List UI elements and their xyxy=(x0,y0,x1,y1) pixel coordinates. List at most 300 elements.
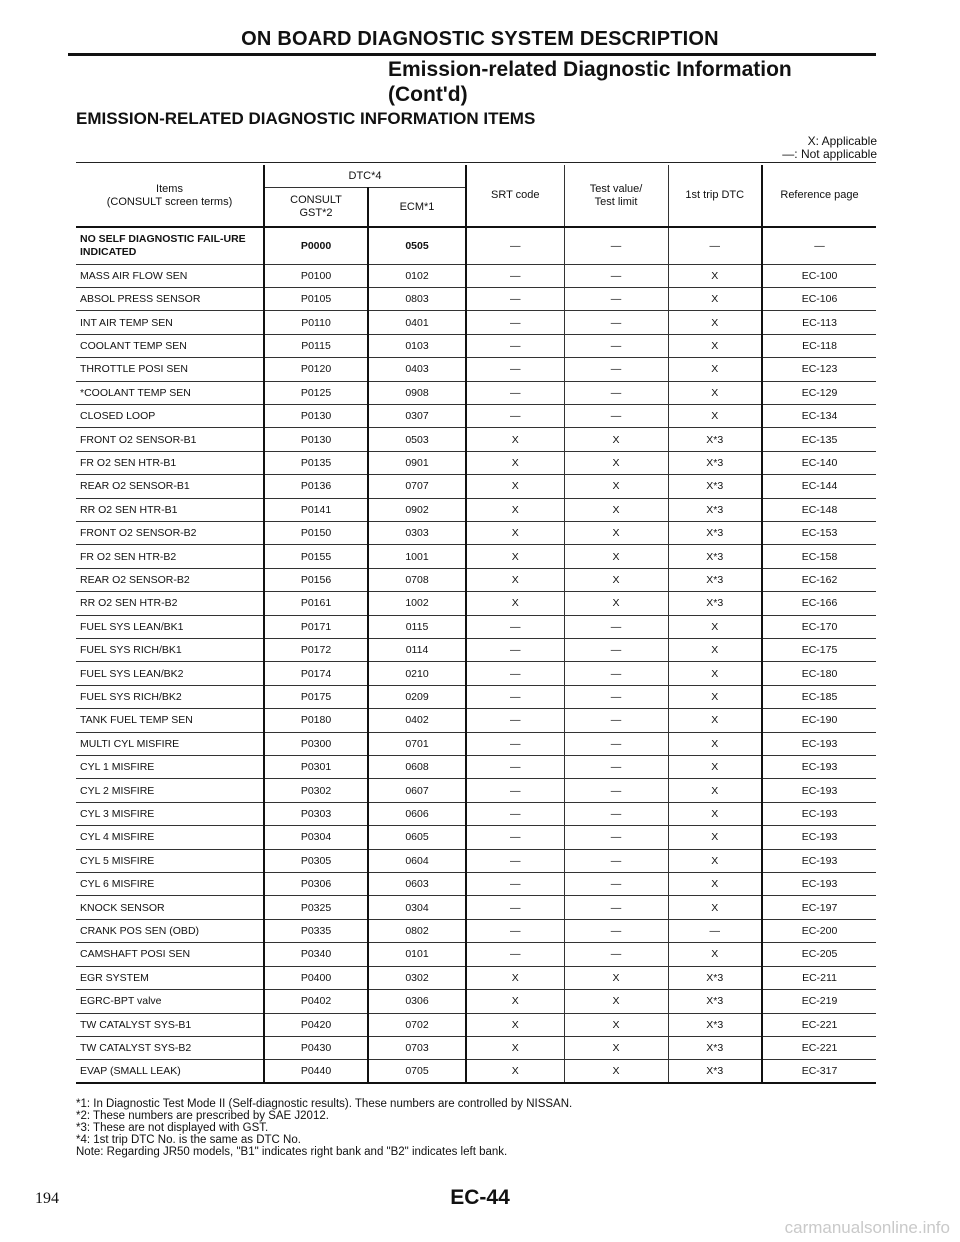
cell-first-trip-dtc: — xyxy=(668,227,762,264)
table-row xyxy=(76,428,876,451)
cell-ecm: 0608 xyxy=(368,756,466,779)
cell-test-value: X xyxy=(564,966,668,989)
cell-consult-gst: P0150 xyxy=(264,521,368,544)
cell-test-value: — xyxy=(564,873,668,896)
cell-consult-gst: P0130 xyxy=(264,404,368,427)
table-row xyxy=(76,404,876,427)
cell-test-value: — xyxy=(564,849,668,872)
table-row xyxy=(76,592,876,615)
cell-first-trip-dtc: X*3 xyxy=(668,592,762,615)
cell-ecm: 1001 xyxy=(368,545,466,568)
page-number: 194 xyxy=(35,1190,59,1207)
cell-test-value: — xyxy=(564,709,668,732)
table-row xyxy=(76,990,876,1013)
table-row xyxy=(76,1013,876,1036)
cell-ecm: 0902 xyxy=(368,498,466,521)
cell-reference-page: EC-144 xyxy=(762,475,876,498)
cell-item: MASS AIR FLOW SEN xyxy=(76,264,264,287)
table-row xyxy=(76,779,876,802)
cell-item: EGRC-BPT valve xyxy=(76,990,264,1013)
cell-first-trip-dtc: X xyxy=(668,662,762,685)
header-first-trip-dtc: 1st trip DTC xyxy=(668,165,762,227)
table-row xyxy=(76,685,876,708)
cell-srt-code: X xyxy=(466,475,564,498)
cell-item: MULTI CYL MISFIRE xyxy=(76,732,264,755)
cell-item: FUEL SYS LEAN/BK1 xyxy=(76,615,264,638)
table-row xyxy=(76,802,876,825)
cell-consult-gst: P0402 xyxy=(264,990,368,1013)
cell-reference-page: EC-317 xyxy=(762,1060,876,1083)
cell-item: RR O2 SEN HTR-B2 xyxy=(76,592,264,615)
cell-consult-gst: P0174 xyxy=(264,662,368,685)
header-items xyxy=(76,165,264,227)
cell-test-value: — xyxy=(564,264,668,287)
cell-consult-gst: P0161 xyxy=(264,592,368,615)
cell-reference-page: EC-113 xyxy=(762,311,876,334)
cell-first-trip-dtc: X xyxy=(668,381,762,404)
cell-consult-gst: P0420 xyxy=(264,1013,368,1036)
cell-reference-page: EC-129 xyxy=(762,381,876,404)
cell-reference-page: EC-100 xyxy=(762,264,876,287)
page-subtitle xyxy=(388,57,792,107)
cell-reference-page: EC-148 xyxy=(762,498,876,521)
cell-srt-code: X xyxy=(466,451,564,474)
cell-consult-gst: P0175 xyxy=(264,685,368,708)
cell-ecm: 0209 xyxy=(368,685,466,708)
header-test-value-line-2: Test limit xyxy=(594,195,638,208)
table-row xyxy=(76,287,876,310)
cell-first-trip-dtc: X*3 xyxy=(668,990,762,1013)
cell-first-trip-dtc: X*3 xyxy=(668,475,762,498)
footnotes xyxy=(76,1098,572,1158)
cell-test-value: X xyxy=(564,428,668,451)
subtitle-line-1: Emission-related Diagnostic Information xyxy=(388,58,792,81)
table-row xyxy=(76,849,876,872)
cell-test-value: X xyxy=(564,1013,668,1036)
cell-ecm: 0103 xyxy=(368,334,466,357)
cell-reference-page: EC-185 xyxy=(762,685,876,708)
cell-test-value: — xyxy=(564,615,668,638)
cell-consult-gst: P0115 xyxy=(264,334,368,357)
cell-srt-code: — xyxy=(466,662,564,685)
cell-reference-page: EC-193 xyxy=(762,873,876,896)
table-row xyxy=(76,966,876,989)
cell-consult-gst: P0110 xyxy=(264,311,368,334)
cell-test-value: X xyxy=(564,1036,668,1059)
cell-first-trip-dtc: X xyxy=(668,802,762,825)
cell-reference-page: EC-193 xyxy=(762,732,876,755)
cell-ecm: 0303 xyxy=(368,521,466,544)
table-row xyxy=(76,264,876,287)
cell-ecm: 0101 xyxy=(368,943,466,966)
cell-item: ABSOL PRESS SENSOR xyxy=(76,287,264,310)
cell-item: CYL 6 MISFIRE xyxy=(76,873,264,896)
cell-srt-code: — xyxy=(466,381,564,404)
cell-test-value: X xyxy=(564,990,668,1013)
cell-consult-gst: P0105 xyxy=(264,287,368,310)
cell-ecm: 0604 xyxy=(368,849,466,872)
footnote-1: *1: In Diagnostic Test Mode II (Self-diagnostic results). These numbers are controlled by NISSAN. xyxy=(76,1098,573,1110)
cell-consult-gst: P0301 xyxy=(264,756,368,779)
cell-item: TW CATALYST SYS-B2 xyxy=(76,1036,264,1059)
cell-test-value: — xyxy=(564,311,668,334)
cell-consult-gst: P0306 xyxy=(264,873,368,896)
cell-ecm: 0115 xyxy=(368,615,466,638)
cell-item: EVAP (SMALL LEAK) xyxy=(76,1060,264,1083)
cell-test-value: — xyxy=(564,227,668,264)
cell-test-value: — xyxy=(564,756,668,779)
cell-ecm: 0114 xyxy=(368,639,466,662)
cell-consult-gst: P0305 xyxy=(264,849,368,872)
cell-ecm: 0306 xyxy=(368,990,466,1013)
cell-ecm: 0901 xyxy=(368,451,466,474)
cell-reference-page: EC-193 xyxy=(762,849,876,872)
cell-first-trip-dtc: X*3 xyxy=(668,521,762,544)
cell-reference-page: EC-170 xyxy=(762,615,876,638)
cell-consult-gst: P0302 xyxy=(264,779,368,802)
cell-first-trip-dtc: X*3 xyxy=(668,1036,762,1059)
cell-first-trip-dtc: X xyxy=(668,287,762,310)
cell-test-value: — xyxy=(564,639,668,662)
cell-consult-gst: P0440 xyxy=(264,1060,368,1083)
cell-srt-code: — xyxy=(466,779,564,802)
cell-reference-page: EC-158 xyxy=(762,545,876,568)
cell-reference-page: EC-153 xyxy=(762,521,876,544)
cell-test-value: — xyxy=(564,685,668,708)
cell-test-value: — xyxy=(564,287,668,310)
cell-reference-page: EC-193 xyxy=(762,756,876,779)
cell-ecm: 0705 xyxy=(368,1060,466,1083)
cell-first-trip-dtc: X*3 xyxy=(668,966,762,989)
cell-reference-page: EC-180 xyxy=(762,662,876,685)
cell-srt-code: — xyxy=(466,287,564,310)
legend-applicable: X: Applicable xyxy=(807,134,877,148)
cell-item: FUEL SYS RICH/BK2 xyxy=(76,685,264,708)
cell-test-value: — xyxy=(564,943,668,966)
cell-first-trip-dtc: X xyxy=(668,615,762,638)
cell-item: CYL 5 MISFIRE xyxy=(76,849,264,872)
table-row xyxy=(76,381,876,404)
cell-test-value: — xyxy=(564,381,668,404)
table-row xyxy=(76,639,876,662)
cell-ecm: 0803 xyxy=(368,287,466,310)
cell-reference-page: EC-205 xyxy=(762,943,876,966)
cell-consult-gst: P0430 xyxy=(264,1036,368,1059)
table-row xyxy=(76,615,876,638)
cell-first-trip-dtc: X xyxy=(668,709,762,732)
page-header-title: ON BOARD DIAGNOSTIC SYSTEM DESCRIPTION xyxy=(241,28,719,50)
cell-ecm: 0304 xyxy=(368,896,466,919)
cell-item: TANK FUEL TEMP SEN xyxy=(76,709,264,732)
cell-reference-page: EC-118 xyxy=(762,334,876,357)
cell-first-trip-dtc: X xyxy=(668,334,762,357)
cell-srt-code: — xyxy=(466,615,564,638)
table-row xyxy=(76,943,876,966)
cell-item: CYL 2 MISFIRE xyxy=(76,779,264,802)
header-dtc-group: DTC*4 xyxy=(264,165,466,188)
cell-ecm: 0908 xyxy=(368,381,466,404)
cell-first-trip-dtc: X xyxy=(668,639,762,662)
cell-first-trip-dtc: X xyxy=(668,358,762,381)
cell-reference-page: EC-106 xyxy=(762,287,876,310)
cell-srt-code: — xyxy=(466,311,564,334)
cell-reference-page: EC-134 xyxy=(762,404,876,427)
subtitle-line-2: (Cont'd) xyxy=(388,83,468,106)
cell-consult-gst: P0000 xyxy=(264,227,368,264)
cell-test-value: — xyxy=(564,358,668,381)
footnote-3: *3: These are not displayed with GST. xyxy=(76,1122,269,1134)
cell-first-trip-dtc: X xyxy=(668,756,762,779)
cell-ecm: 0603 xyxy=(368,873,466,896)
cell-first-trip-dtc: X*3 xyxy=(668,428,762,451)
table-row xyxy=(76,334,876,357)
cell-consult-gst: P0141 xyxy=(264,498,368,521)
cell-srt-code: — xyxy=(466,227,564,264)
cell-item: FUEL SYS LEAN/BK2 xyxy=(76,662,264,685)
cell-consult-gst: P0335 xyxy=(264,919,368,942)
cell-item: CYL 1 MISFIRE xyxy=(76,756,264,779)
cell-reference-page: EC-193 xyxy=(762,779,876,802)
cell-ecm: 0505 xyxy=(368,227,466,264)
cell-consult-gst: P0100 xyxy=(264,264,368,287)
cell-item: CYL 3 MISFIRE xyxy=(76,802,264,825)
header-ecm: ECM*1 xyxy=(368,188,466,228)
cell-ecm: 0802 xyxy=(368,919,466,942)
cell-consult-gst: P0156 xyxy=(264,568,368,591)
table-row xyxy=(76,756,876,779)
cell-reference-page: EC-123 xyxy=(762,358,876,381)
section-title: EMISSION-RELATED DIAGNOSTIC INFORMATION ITEMS xyxy=(76,109,536,128)
cell-first-trip-dtc: X xyxy=(668,873,762,896)
table-row xyxy=(76,498,876,521)
cell-consult-gst: P0340 xyxy=(264,943,368,966)
cell-reference-page: EC-221 xyxy=(762,1036,876,1059)
cell-ecm: 0307 xyxy=(368,404,466,427)
table-row xyxy=(76,1060,876,1083)
cell-reference-page: EC-166 xyxy=(762,592,876,615)
cell-ecm: 0401 xyxy=(368,311,466,334)
cell-srt-code: X xyxy=(466,498,564,521)
cell-srt-code: — xyxy=(466,404,564,427)
cell-reference-page: EC-219 xyxy=(762,990,876,1013)
cell-ecm: 0302 xyxy=(368,966,466,989)
table-row xyxy=(76,732,876,755)
cell-reference-page: EC-162 xyxy=(762,568,876,591)
table-row xyxy=(76,227,876,264)
cell-test-value: — xyxy=(564,662,668,685)
cell-first-trip-dtc: X*3 xyxy=(668,568,762,591)
cell-consult-gst: P0304 xyxy=(264,826,368,849)
cell-reference-page: EC-190 xyxy=(762,709,876,732)
cell-item: REAR O2 SENSOR-B1 xyxy=(76,475,264,498)
cell-test-value: — xyxy=(564,732,668,755)
cell-srt-code: X xyxy=(466,545,564,568)
cell-first-trip-dtc: X*3 xyxy=(668,451,762,474)
cell-srt-code: X xyxy=(466,1036,564,1059)
cell-first-trip-dtc: — xyxy=(668,919,762,942)
table-row xyxy=(76,1036,876,1059)
table-row xyxy=(76,311,876,334)
cell-ecm: 0102 xyxy=(368,264,466,287)
cell-srt-code: — xyxy=(466,334,564,357)
header-test-value-line-1: Test value/ xyxy=(589,182,643,195)
legend xyxy=(782,135,877,161)
header-srt-code: SRT code xyxy=(466,165,564,227)
cell-first-trip-dtc: X*3 xyxy=(668,1060,762,1083)
cell-consult-gst: P0120 xyxy=(264,358,368,381)
cell-reference-page: EC-175 xyxy=(762,639,876,662)
cell-test-value: — xyxy=(564,919,668,942)
cell-test-value: X xyxy=(564,451,668,474)
cell-test-value: X xyxy=(564,545,668,568)
cell-test-value: X xyxy=(564,475,668,498)
cell-ecm: 0606 xyxy=(368,802,466,825)
cell-reference-page: EC-211 xyxy=(762,966,876,989)
cell-consult-gst: P0303 xyxy=(264,802,368,825)
cell-first-trip-dtc: X xyxy=(668,943,762,966)
cell-first-trip-dtc: X xyxy=(668,826,762,849)
table-row xyxy=(76,451,876,474)
cell-ecm: 0702 xyxy=(368,1013,466,1036)
cell-srt-code: X xyxy=(466,521,564,544)
footnote-note: Note: Regarding JR50 models, "B1" indicates right bank and "B2" indicates left bank. xyxy=(76,1146,508,1158)
table-row xyxy=(76,475,876,498)
cell-test-value: X xyxy=(564,592,668,615)
cell-consult-gst: P0172 xyxy=(264,639,368,662)
cell-srt-code: X xyxy=(466,428,564,451)
cell-item: THROTTLE POSI SEN xyxy=(76,358,264,381)
header-test-value xyxy=(564,165,668,227)
header-rule xyxy=(68,53,876,56)
cell-item: REAR O2 SENSOR-B2 xyxy=(76,568,264,591)
cell-reference-page: EC-135 xyxy=(762,428,876,451)
table-row xyxy=(76,358,876,381)
cell-srt-code: — xyxy=(466,709,564,732)
cell-item: CYL 4 MISFIRE xyxy=(76,826,264,849)
cell-consult-gst: P0155 xyxy=(264,545,368,568)
cell-ecm: 0503 xyxy=(368,428,466,451)
cell-srt-code: — xyxy=(466,943,564,966)
cell-item: FRONT O2 SENSOR-B2 xyxy=(76,521,264,544)
cell-srt-code: X xyxy=(466,990,564,1013)
cell-srt-code: X xyxy=(466,568,564,591)
cell-ecm: 0701 xyxy=(368,732,466,755)
cell-first-trip-dtc: X xyxy=(668,404,762,427)
cell-srt-code: X xyxy=(466,1060,564,1083)
cell-reference-page: EC-200 xyxy=(762,919,876,942)
cell-consult-gst: P0180 xyxy=(264,709,368,732)
cell-first-trip-dtc: X xyxy=(668,732,762,755)
table-row xyxy=(76,826,876,849)
cell-item: FRONT O2 SENSOR-B1 xyxy=(76,428,264,451)
cell-test-value: — xyxy=(564,802,668,825)
cell-first-trip-dtc: X xyxy=(668,685,762,708)
cell-first-trip-dtc: X*3 xyxy=(668,545,762,568)
table-row xyxy=(76,896,876,919)
cell-first-trip-dtc: X*3 xyxy=(668,1013,762,1036)
cell-srt-code: — xyxy=(466,802,564,825)
cell-item: KNOCK SENSOR xyxy=(76,896,264,919)
cell-srt-code: X xyxy=(466,966,564,989)
footnote-2: *2: These numbers are prescribed by SAE J2012. xyxy=(76,1110,329,1122)
table-row xyxy=(76,568,876,591)
header-consult-line-2: GST*2 xyxy=(299,207,333,219)
cell-item: CRANK POS SEN (OBD) xyxy=(76,919,264,942)
cell-srt-code: — xyxy=(466,896,564,919)
cell-item: FR O2 SEN HTR-B1 xyxy=(76,451,264,474)
cell-item: *COOLANT TEMP SEN xyxy=(76,381,264,404)
legend-rule xyxy=(76,162,876,163)
table-row xyxy=(76,545,876,568)
cell-first-trip-dtc: X xyxy=(668,849,762,872)
table-row xyxy=(76,521,876,544)
cell-item: FR O2 SEN HTR-B2 xyxy=(76,545,264,568)
cell-srt-code: — xyxy=(466,756,564,779)
cell-reference-page: EC-193 xyxy=(762,802,876,825)
diagnostic-items-table xyxy=(76,165,876,1084)
cell-consult-gst: P0135 xyxy=(264,451,368,474)
cell-srt-code: — xyxy=(466,639,564,662)
cell-srt-code: — xyxy=(466,264,564,287)
cell-reference-page: EC-193 xyxy=(762,826,876,849)
header-consult-line-1: CONSULT xyxy=(290,194,342,206)
cell-srt-code: X xyxy=(466,1013,564,1036)
table-row xyxy=(76,919,876,942)
cell-srt-code: — xyxy=(466,919,564,942)
cell-consult-gst: P0136 xyxy=(264,475,368,498)
cell-consult-gst: P0171 xyxy=(264,615,368,638)
cell-srt-code: — xyxy=(466,685,564,708)
cell-item: CLOSED LOOP xyxy=(76,404,264,427)
cell-ecm: 0402 xyxy=(368,709,466,732)
table-row xyxy=(76,873,876,896)
cell-ecm: 0607 xyxy=(368,779,466,802)
cell-reference-page: EC-221 xyxy=(762,1013,876,1036)
cell-test-value: X xyxy=(564,498,668,521)
cell-test-value: X xyxy=(564,568,668,591)
cell-consult-gst: P0400 xyxy=(264,966,368,989)
cell-test-value: — xyxy=(564,404,668,427)
cell-item: FUEL SYS RICH/BK1 xyxy=(76,639,264,662)
cell-first-trip-dtc: X xyxy=(668,779,762,802)
cell-reference-page: EC-140 xyxy=(762,451,876,474)
page-code: EC-44 xyxy=(450,1186,510,1209)
cell-item: EGR SYSTEM xyxy=(76,966,264,989)
footnote-4: *4: 1st trip DTC No. is the same as DTC No. xyxy=(76,1134,301,1146)
cell-first-trip-dtc: X xyxy=(668,264,762,287)
cell-test-value: X xyxy=(564,521,668,544)
cell-test-value: X xyxy=(564,1060,668,1083)
cell-consult-gst: P0125 xyxy=(264,381,368,404)
header-consult-gst xyxy=(264,188,368,228)
cell-test-value: — xyxy=(564,334,668,357)
cell-first-trip-dtc: X xyxy=(668,311,762,334)
cell-reference-page: — xyxy=(762,227,876,264)
cell-test-value: — xyxy=(564,826,668,849)
cell-consult-gst: P0130 xyxy=(264,428,368,451)
cell-item: NO SELF DIAGNOSTIC FAIL-URE INDICATED xyxy=(76,227,264,264)
cell-item: TW CATALYST SYS-B1 xyxy=(76,1013,264,1036)
cell-item: CAMSHAFT POSI SEN xyxy=(76,943,264,966)
cell-first-trip-dtc: X xyxy=(668,896,762,919)
header-items-line-2: (CONSULT screen terms) xyxy=(106,195,233,208)
cell-reference-page: EC-197 xyxy=(762,896,876,919)
cell-srt-code: — xyxy=(466,358,564,381)
cell-ecm: 1002 xyxy=(368,592,466,615)
cell-srt-code: — xyxy=(466,732,564,755)
legend-not-applicable: —: Not applicable xyxy=(782,147,877,161)
cell-ecm: 0707 xyxy=(368,475,466,498)
